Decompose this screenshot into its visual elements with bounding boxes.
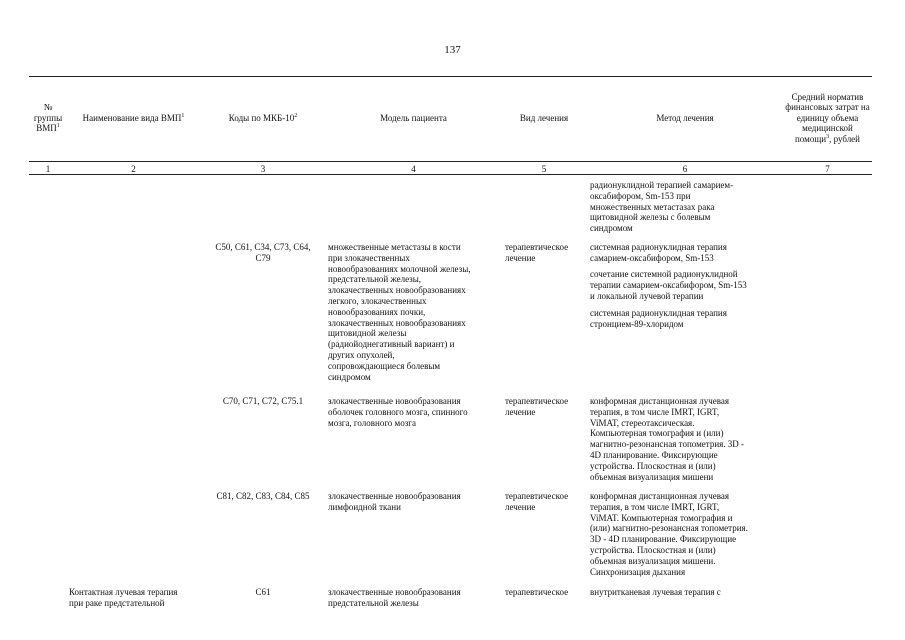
column-number: 3 <box>260 164 266 174</box>
icd-codes-cell: C70, C71, C72, C75.1 <box>222 396 304 406</box>
patient-model-cell: злокачественные новообразования лимфоидной ткани <box>328 491 461 512</box>
column-number: 1 <box>45 164 51 174</box>
column-number: 6 <box>682 164 688 174</box>
column-number: 2 <box>131 164 136 174</box>
treatment-type-cell: терапевтическое <box>505 587 569 597</box>
header-bottom-rule <box>29 161 872 162</box>
header-group-number: № группы ВМП$^1$ <box>33 102 63 134</box>
method-cell: сочетание системной радионуклидной терапии самарием-оксабифором, Sm-153 и локальной лучевой терапии <box>590 269 747 301</box>
column-number: 7 <box>825 164 830 174</box>
header-treatment-type: Вид лечения <box>519 112 569 123</box>
page-number: 137 <box>444 44 461 56</box>
header-treatment-method: Метод лечения <box>656 112 714 123</box>
treatment-type-cell: терапевтическое лечение <box>505 396 569 417</box>
treatment-type-cell: терапевтическое лечение <box>505 491 569 512</box>
treatment-type-cell: терапевтическое лечение <box>505 242 569 263</box>
method-cell: конформная дистанционная лучевая терапия, в том числе IMRT, IGRT, ViMAT, стереотаксическая. Компьютерная томография и (или) магнитно-резонансная топометрия. 3D - 4D планирование. Фиксирующие устройства. Плоскостная и (или) объемная визуализация мишени <box>590 396 745 482</box>
method-cell: внутритканевая лучевая терапия с <box>590 587 721 597</box>
patient-model-cell: злокачественные новообразования оболочек головного мозга, спинного мозга, головного мозга <box>328 396 468 428</box>
header-average-cost: Средний норматив финансовых затрат на единицу объема медицинской помощи$^3$, рублей <box>785 91 870 144</box>
method-cell: системная радионуклидная терапия стронцием-89-хлоридом <box>590 308 727 329</box>
header-icd-codes: Коды по МКБ-$10^2$ <box>228 112 298 123</box>
patient-model-cell: множественные метастазы в кости при злокачественных новообразованиях молочной железы, предстательной железы, злокачественных новообразованиях легкого, злокачественных новообразованиях почки, злокачественных новообразованиях щитовидной железы (радиойоднегативный вариант) и других опухолей, сопровождающиеся болевым синдромом <box>328 242 471 382</box>
icd-codes-cell: C50, C61, C34, C73, C64, C79 <box>215 242 311 263</box>
header-patient-model: Модель пациента <box>380 112 447 123</box>
method-cell: конформная дистанционная лучевая терапия, в том числе IMRT, IGRT, ViMAT. Компьютерная томография и (или) магнитно-резонансная топометрия. 3D - 4D планирование. Фиксирующие устройства. Плоскостная и (или) объемная визуализация мишени. Синхронизация дыхания <box>590 491 748 577</box>
header-vmp-name: Наименование вида ВМП$^1$ <box>82 112 185 123</box>
method-cell: системная радионуклидная терапия самарием-оксабифором, Sm-153 <box>590 242 727 263</box>
icd-codes-cell: C61 <box>255 587 271 597</box>
column-number: 4 <box>411 164 416 174</box>
vmp-name-cell: Контактная лучевая терапия при раке предстательной <box>69 587 178 608</box>
icd-codes-cell: C81, C82, C83, C84, C85 <box>216 491 310 501</box>
method-cell: радионуклидной терапией самарием- оксабифором, Sm-153 при множественных метастазах рака щитовидной железы с болевым синдромом <box>590 180 734 234</box>
column-number-rule <box>29 174 872 175</box>
column-number: 5 <box>541 164 547 174</box>
patient-model-cell: злокачественные новообразования предстательной железы <box>328 587 461 608</box>
